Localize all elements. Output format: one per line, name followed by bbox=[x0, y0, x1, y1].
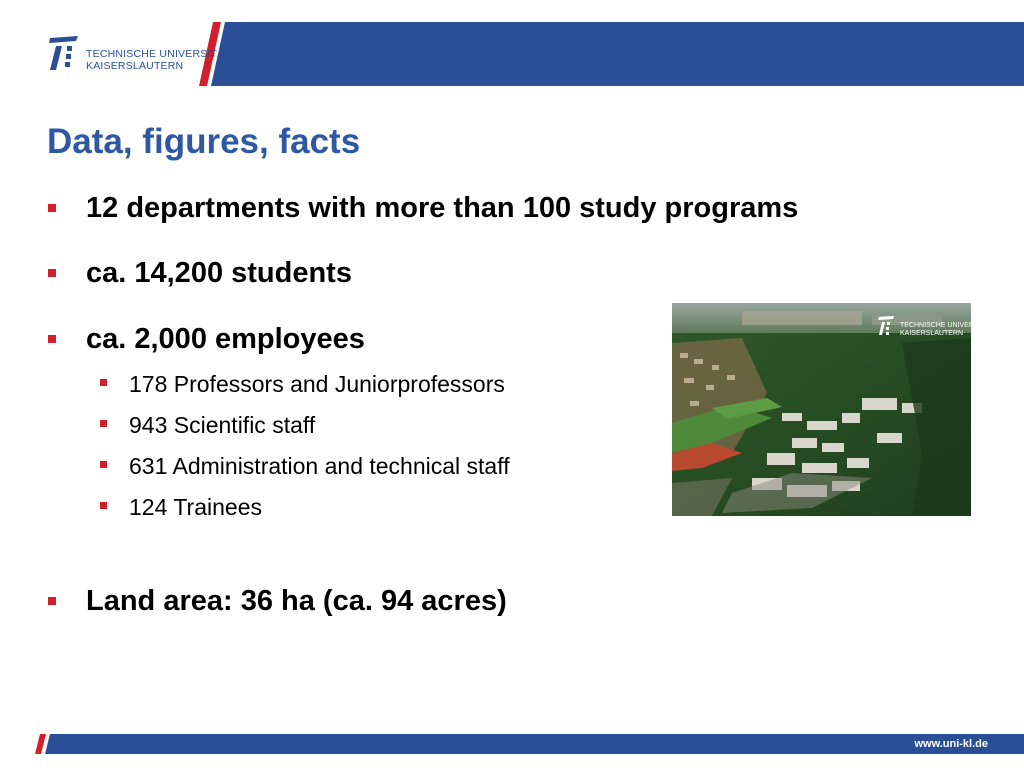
tu-kl-logo-icon bbox=[48, 34, 80, 72]
sub-bullet-square-icon bbox=[100, 502, 107, 509]
bullet-text: ca. 2,000 employees bbox=[86, 323, 365, 355]
logo-text-line1: TECHNISCHE UNIVERSITÄT bbox=[86, 48, 231, 60]
photo-logo-line1: TECHNISCHE UNIVERSITÄT bbox=[900, 322, 994, 329]
bullet-square-icon bbox=[48, 204, 56, 212]
bullet-square-icon bbox=[48, 597, 56, 605]
sub-bullet-square-icon bbox=[100, 420, 107, 427]
sub-bullet-square-icon bbox=[100, 461, 107, 468]
bullet-text: 12 departments with more than 100 study programs bbox=[86, 192, 799, 224]
sub-bullet-text: 943 Scientific staff bbox=[129, 412, 316, 438]
campus-aerial-photo bbox=[672, 303, 994, 516]
sub-bullet-text: 178 Professors and Juniorprofessors bbox=[129, 371, 505, 397]
university-logo bbox=[48, 34, 231, 74]
logo-text-line2: KAISERSLAUTERN bbox=[86, 60, 184, 72]
sub-bullet-text: 631 Administration and technical staff bbox=[129, 453, 510, 479]
footer-band bbox=[0, 734, 1024, 754]
header-band bbox=[205, 22, 1024, 86]
bullet-square-icon bbox=[48, 335, 56, 343]
bullet-square-icon bbox=[48, 269, 56, 277]
photo-logo-line2: KAISERSLAUTERN bbox=[900, 330, 964, 337]
bullet-text: Land area: 36 ha (ca. 94 acres) bbox=[86, 585, 507, 617]
sub-bullet-square-icon bbox=[100, 379, 107, 386]
sub-bullet-text: 124 Trainees bbox=[129, 494, 262, 520]
slide-title: Data, figures, facts bbox=[47, 122, 361, 161]
footer-url-link[interactable]: www.uni-kl.de bbox=[914, 738, 988, 750]
bullet-text: ca. 14,200 students bbox=[86, 257, 352, 289]
